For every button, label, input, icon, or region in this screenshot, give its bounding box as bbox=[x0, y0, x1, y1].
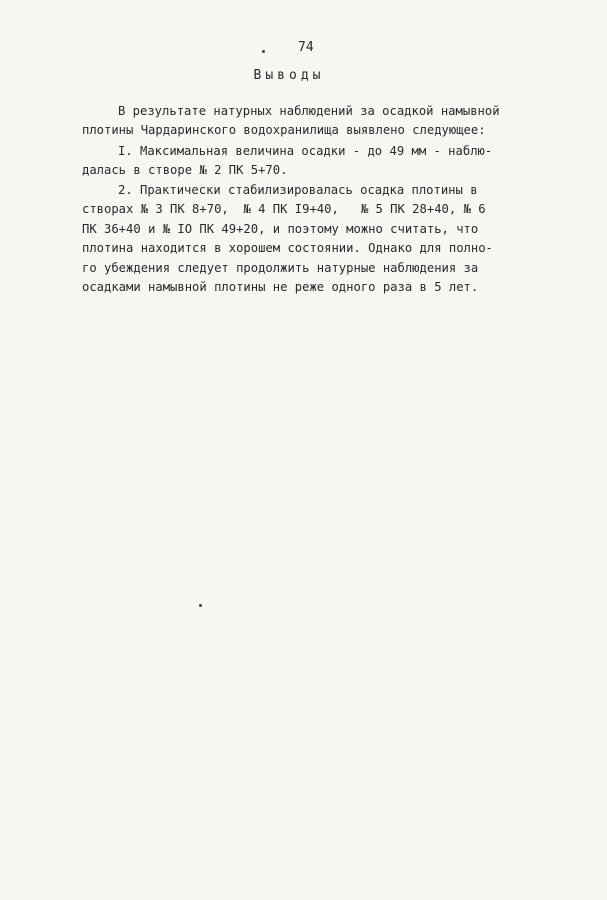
page-number: 74 bbox=[298, 40, 314, 55]
text-line: го убеждения следует продолжить натурные наблюдения за bbox=[82, 261, 479, 275]
text-line: I. Максимальная величина осадки - до 49 мм - наблю- bbox=[118, 144, 493, 158]
text-line: далась в створе № 2 ПК 5+70. bbox=[82, 163, 288, 177]
text-line: 2. Практически стабилизировалась осадка плотины в bbox=[118, 183, 478, 197]
text-line: ПК 36+40 и № IO ПК 49+20, и поэтому можно считать, что bbox=[82, 222, 479, 236]
page-mark-dot bbox=[262, 50, 265, 53]
page-mark-dot bbox=[199, 604, 202, 607]
text-line: В результате натурных наблюдений за осадкой намывной bbox=[118, 104, 500, 118]
text-line: плотина находится в хорошем состоянии. Однако для полно- bbox=[82, 241, 493, 255]
section-title: Выводы bbox=[253, 68, 325, 83]
text-line: створах № 3 ПК 8+70, № 4 ПК I9+40, № 5 ПК 28+40, № 6 bbox=[82, 202, 486, 216]
text-line: плотины Чардаринского водохранилища выявлено следующее: bbox=[82, 123, 486, 137]
text-line: осадками намывной плотины не реже одного раза в 5 лет. bbox=[82, 280, 479, 294]
